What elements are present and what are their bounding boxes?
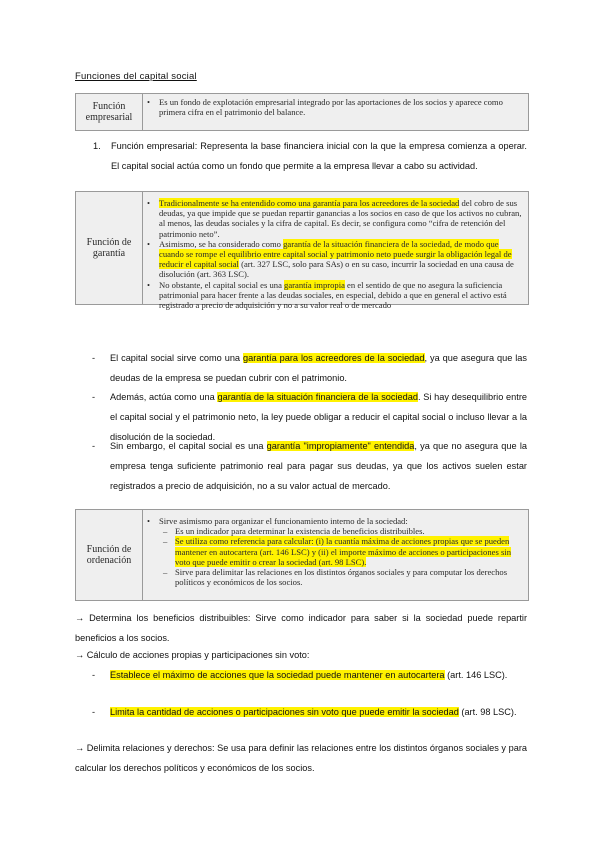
table-sub-bullet: – Es un indicador para determinar la existencia de beneficios distribuibles.	[145, 526, 524, 536]
table-header-cell: Función de garantía	[76, 192, 143, 304]
table-body-cell	[143, 94, 528, 130]
table-bullet: • Sirve asimismo para organizar el funcionamiento interno de la sociedad:	[145, 516, 524, 526]
table-header-cell: Función de ordenación	[76, 510, 143, 600]
dash-paragraph: Además, actúa como una garantía de la situación financiera de la sociedad. Si hay desequilibrio entre el capital social y el patrimonio neto, la ley puede obligar a reducir el capital social o incluso llevar a la disolución de la sociedad.	[110, 392, 527, 442]
table-bullet: • Asimismo, se ha considerado como garantía de la situación financiera de la sociedad, de modo que cuando se rompe el equilibrio entre capital social y patrimonio neto puede surgir la obligación legal de reducir el capital social (art. 327 LSC, solo para SAs) o en su caso, incurrir la sociedad en una causa de disolución (art. 363 LSC).	[145, 239, 524, 280]
dash-bullet: -	[92, 392, 96, 402]
excerpt-table-ordenacion	[75, 509, 529, 601]
excerpt-table-empresarial	[75, 93, 529, 131]
dash-paragraph: Sin embargo, el capital social es una garantía "impropiamente" entendida, ya que no asegura que la empresa tenga suficiente patrimonio real para pagar sus deudas, ya que los activos suelen estar registrados a precio de adquisición, no a su valor actual de mercado.	[110, 441, 527, 491]
table-bullet: • Es un fondo de explotación empresarial integrado por las aportaciones de los socios y aparece como primera cifra en el patrimonio del balance.	[145, 97, 524, 117]
dash-bullet: -	[92, 441, 96, 451]
table-bullet: • Tradicionalmente se ha entendido como una garantía para los acreedores de la sociedad del cobro de sus deudas, ya que impide que se puedan repartir ganancias a los socios en caso de que los activos no cubran, al menos, las deudas sociales y la cifra de capital. Es decir, se configura como “cifra de retención del patrimonio neto”.	[145, 198, 524, 239]
table-sub-bullet: – Sirve para delimitar las relaciones en los distintos órganos sociales y para computar los derechos políticos y económicos de los socios.	[145, 567, 524, 587]
dash-paragraph: Limita la cantidad de acciones o participaciones sin voto que puede emitir la sociedad (art. 98 LSC).	[110, 707, 517, 717]
arrow-paragraph: → Delimita relaciones y derechos: Se usa para definir las relaciones entre los distintos órganos sociales y para calcular los derechos políticos y económicos de los socios.	[75, 743, 527, 773]
dash-paragraph: Establece el máximo de acciones que la sociedad puede mantener en autocartera (art. 146 LSC).	[110, 670, 508, 680]
numbered-paragraph: Función empresarial: Representa la base financiera inicial con la que la empresa comienza a operar. El capital social actúa como un fondo que permite a la empresa llevar a cabo su actividad.	[111, 141, 527, 171]
table-sub-bullet: – Se utiliza como referencia para calcular: (i) la cuantía máxima de acciones propias que se pueden mantener en autocartera (art. 146 LSC) y (ii) el importe máximo de acciones o participaciones sin voto que puede emitir o crear la sociedad (art. 98 LSC).	[145, 536, 524, 567]
dash-bullet: -	[92, 670, 96, 680]
dash-paragraph: El capital social sirve como una garantía para los acreedores de la sociedad, ya que asegura que las deudas de la empresa se puedan cubrir con el patrimonio.	[110, 353, 528, 383]
table-body-cell	[143, 192, 528, 311]
excerpt-table-garantia	[75, 191, 529, 311]
arrow-paragraph: → Cálculo de acciones propias y participaciones sin voto:	[75, 650, 310, 660]
table-header-cell: Función empresarial	[76, 94, 143, 130]
table-bullet: • No obstante, el capital social es una garantía impropia en el sentido de que no asegura la suficiencia patrimonial para hacer frente a las deudas sociales, en especial, debido a que en general el activo está registrado a precio de adquisición y no a su valor real o de mercado	[145, 280, 524, 311]
dash-bullet: -	[92, 707, 96, 717]
section-title: Funciones del capital social	[75, 71, 197, 82]
arrow-paragraph: → Determina los beneficios distribuibles: Sirve como indicador para saber si la sociedad puede repartir beneficios a los socios.	[75, 613, 527, 643]
list-number: 1.	[93, 141, 101, 151]
dash-bullet: -	[92, 353, 96, 363]
table-body-cell	[143, 510, 528, 600]
